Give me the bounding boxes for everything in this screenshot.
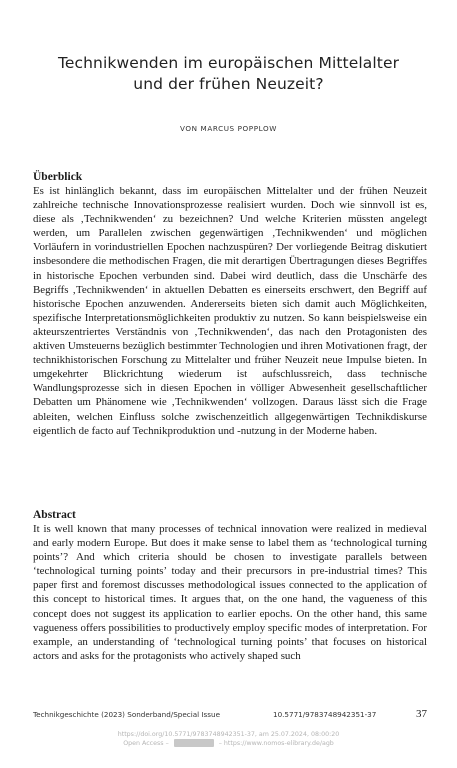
page-number: 37	[416, 708, 427, 720]
overview-heading: Überblick	[33, 171, 83, 183]
overview-body: Es ist hinlänglich bekannt, dass im europäischen Mittelalter und der frühen Neuzeit zahlreiche technische Innovationsprozesse realisiert wurden. Doch wie sinnvoll ist es, diese als ‚Technikwenden‘ zu bezeichnen? Und welche Kriterien müssten angelegt werden, um Parallelen zwischen gegenwärtigen ‚Technikwenden‘ und möglichen Vorläufern in vorindustriellen Epochen nachzuspüren? Der vorliegende Beitrag diskutiert insbesondere die methodischen Fragen, die mit derartigen Übertragungen dieses Begriffes in historische Epochen verbunden sind. Dabei wird deutlich, dass die Unschärfe des Begriffs ‚Technikwenden‘ in aktuellen Debatten es einerseits erschwert, den Begriff auf historische Epochen anzuwenden. Andererseits bieten sich damit auch Möglichkeiten, spezifische Interpretationsmöglichkeiten produktiv zu nutzen. So kann beispielsweise ein akteurszentriertes Verständnis von ‚Technikwenden‘, das nach den Protagonisten des aktiven Umsteuerns bezüglich bestimmter Technologien und ihren Motivationen fragt, der technikhistorischen Forschung zu Mittelalter und früher Neuzeit neue Impulse bieten. In umgekehrter Blickrichtung wiederum ist aufschlussreich, dass technische Wandlungsprozesse sich in diesen Epochen in völliger Abwesenheit gesellschaftlicher Debatten um Phänomene wie ‚Technikwenden‘ vollzogen. Daraus lässt sich die Frage ableiten, welchen Einfluss solche zwischenzeitlich allgegenwärtigen Technikdiskurse eigentlich de facto auf Technikproduktion und -nutzung in der Moderne haben.	[33, 185, 427, 437]
watermark-license-line	[0, 739, 457, 748]
german-overview-section	[33, 170, 427, 438]
abstract-heading: Abstract	[33, 509, 76, 521]
cc-license-icon	[174, 739, 214, 747]
journal-reference: Technikgeschichte (2023) Sonderband/Special Issue	[33, 710, 220, 719]
article-title-line-2: und der frühen Neuzeit?	[133, 75, 324, 93]
abstract-body: It is well known that many processes of technical innovation were realized in medieval and early modern Europe. But does it make sense to label them as ‘technological turning points’? And which criteria should be chosen to investigate parallels between ‘technological turning points’ today and their precursors in pre-industrial times? This paper first and foremost discusses methodological issues connected to the application of this concept to historical times. It argues that, on the one hand, the vagueness of this concept does not suggest its application to earlier epochs. On the other hand, this same vagueness offers possibilities to productively employ specific modes of interpretation. For example, an understanding of ‘technological turning points’ that focuses on historical actors and asks for the protagonists who actively shaped such	[33, 523, 427, 662]
watermark-doi-line: https://doi.org/10.5771/9783748942351-37, am 25.07.2024, 08:00:20	[117, 731, 340, 738]
english-abstract-section	[33, 508, 427, 663]
article-title	[0, 53, 457, 95]
watermark-terms: – https://www.nomos-elibrary.de/agb	[218, 740, 334, 747]
watermark-open-access: Open Access –	[123, 740, 169, 747]
article-title-line-1: Technikwenden im europäischen Mittelalter	[57, 54, 400, 72]
doi-reference: 10.5771/9783748942351-37	[273, 710, 377, 719]
download-watermark	[0, 730, 457, 748]
author-byline: VON MARCUS POPPLOW	[180, 124, 277, 133]
